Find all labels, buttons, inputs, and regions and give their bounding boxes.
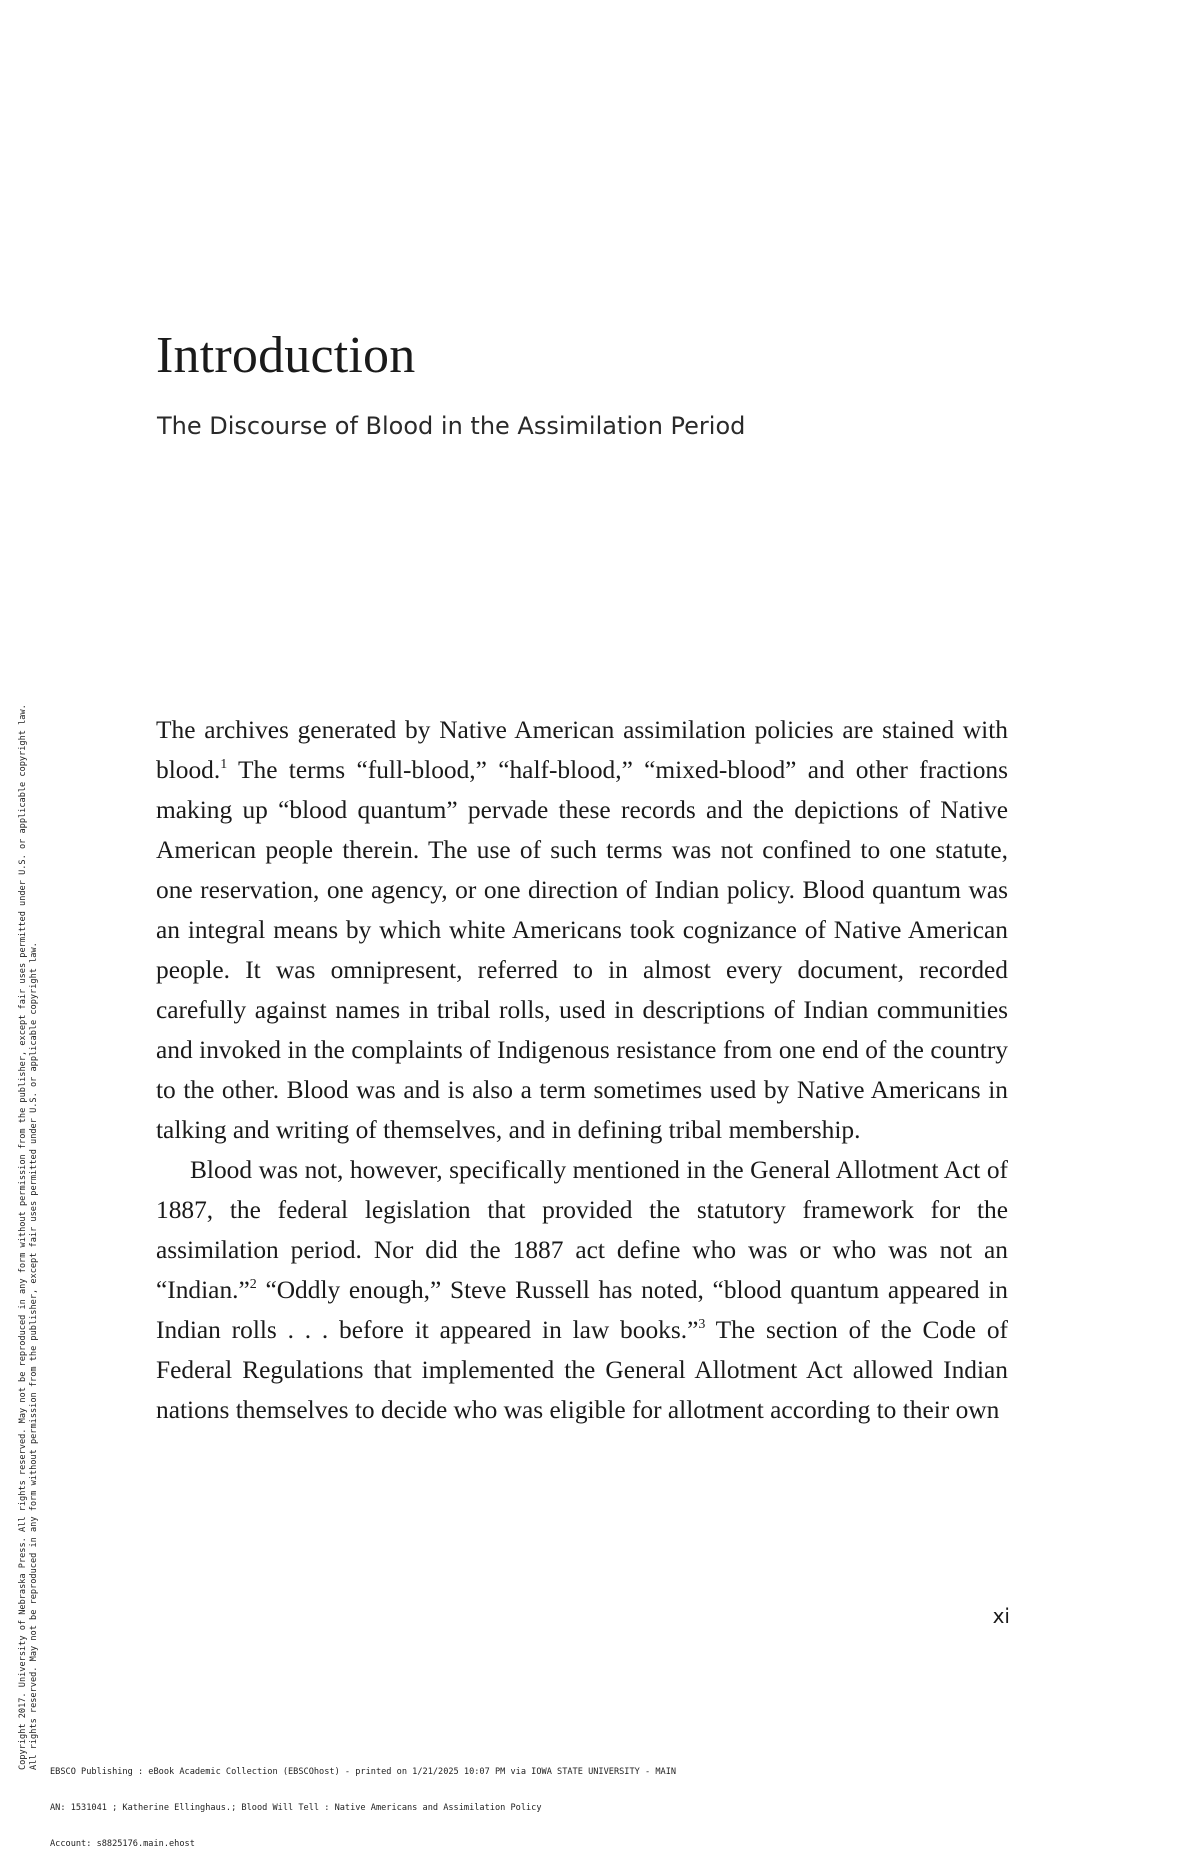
- paragraph-1-text-b: The terms “full-blood,” “half-blood,” “mixed-blood” and other fractions making up “blood quantum” pervade these records and the depictions of Native American people therein. The use of such terms was not confined to one statute, one reservation, one agency, or one direction of Indian policy. Blood quantum was an integral means by which white Americans took cognizance of Native American people. It was omnipresent, referred to in almost every document, recorded carefully against names in tribal rolls, used in descriptions of Indian communities and invoked in the complaints of Indigenous resistance from one end of the country to the other. Blood was and is also a term sometimes used by Native Americans in talking and writing of themselves, and in defining tribal membership.: [156, 756, 1008, 1144]
- copyright-line-2: All rights reserved. May not be reproduced in any form without permission from the publisher, except fair uses permitted under U.S. or applicable copyright law.: [29, 942, 39, 1770]
- chapter-title: Introduction: [156, 327, 416, 384]
- footer-line-1: EBSCO Publishing : eBook Academic Collection (EBSCOhost) - printed on 1/21/2025 10:07 PM via IOWA STATE UNIVERSITY - MAIN: [50, 1767, 677, 1777]
- footer-line-2: AN: 1531041 ; Katherine Ellinghaus.; Blood Will Tell : Native Americans and Assimilation Policy: [50, 1803, 542, 1813]
- paragraph-2-text-c: The section of the Code of Federal Regulations that implemented the General Allotment Act allowed Indian nations themselves to decide who was eligible for allotment according to their own: [156, 1316, 1008, 1424]
- paragraph-1-text-a: The archives generated by Native American assimilation policies are stained with blood.: [156, 716, 1008, 784]
- footer-line-3: Account: s8825176.main.ehost: [50, 1839, 195, 1849]
- paragraph-2-text-b: “Oddly enough,” Steve Russell has noted, “blood quantum appeared in Indian rolls . . . before it appeared in law books.”: [156, 1276, 1008, 1344]
- footnote-ref-2: 2: [249, 1277, 257, 1293]
- chapter-subtitle: The Discourse of Blood in the Assimilation Period: [157, 412, 746, 440]
- ebsco-footer-notice: [50, 1742, 970, 1874]
- copyright-side-notice: [18, 560, 40, 1770]
- paragraph-2: [156, 1150, 1008, 1430]
- copyright-line-1: Copyright 2017. University of Nebraska Press. All rights reserved. May not be reproduced in any form without permission from the publisher, except fair uses permitted under U.S. or applicable copyright law.: [18, 704, 28, 1770]
- paragraph-1: [156, 710, 1008, 1150]
- footnote-ref-3: 3: [698, 1317, 706, 1333]
- paragraph-2-text-a: Blood was not, however, specifically mentioned in the General Allotment Act of 1887, the federal legislation that provided the statutory framework for the assimilation period. Nor did the 1887 act define who was or who was not an “Indian.”: [156, 1156, 1008, 1304]
- page-number: xi: [992, 1604, 1010, 1628]
- footnote-ref-1: 1: [220, 757, 228, 773]
- body-text: [156, 710, 1008, 1430]
